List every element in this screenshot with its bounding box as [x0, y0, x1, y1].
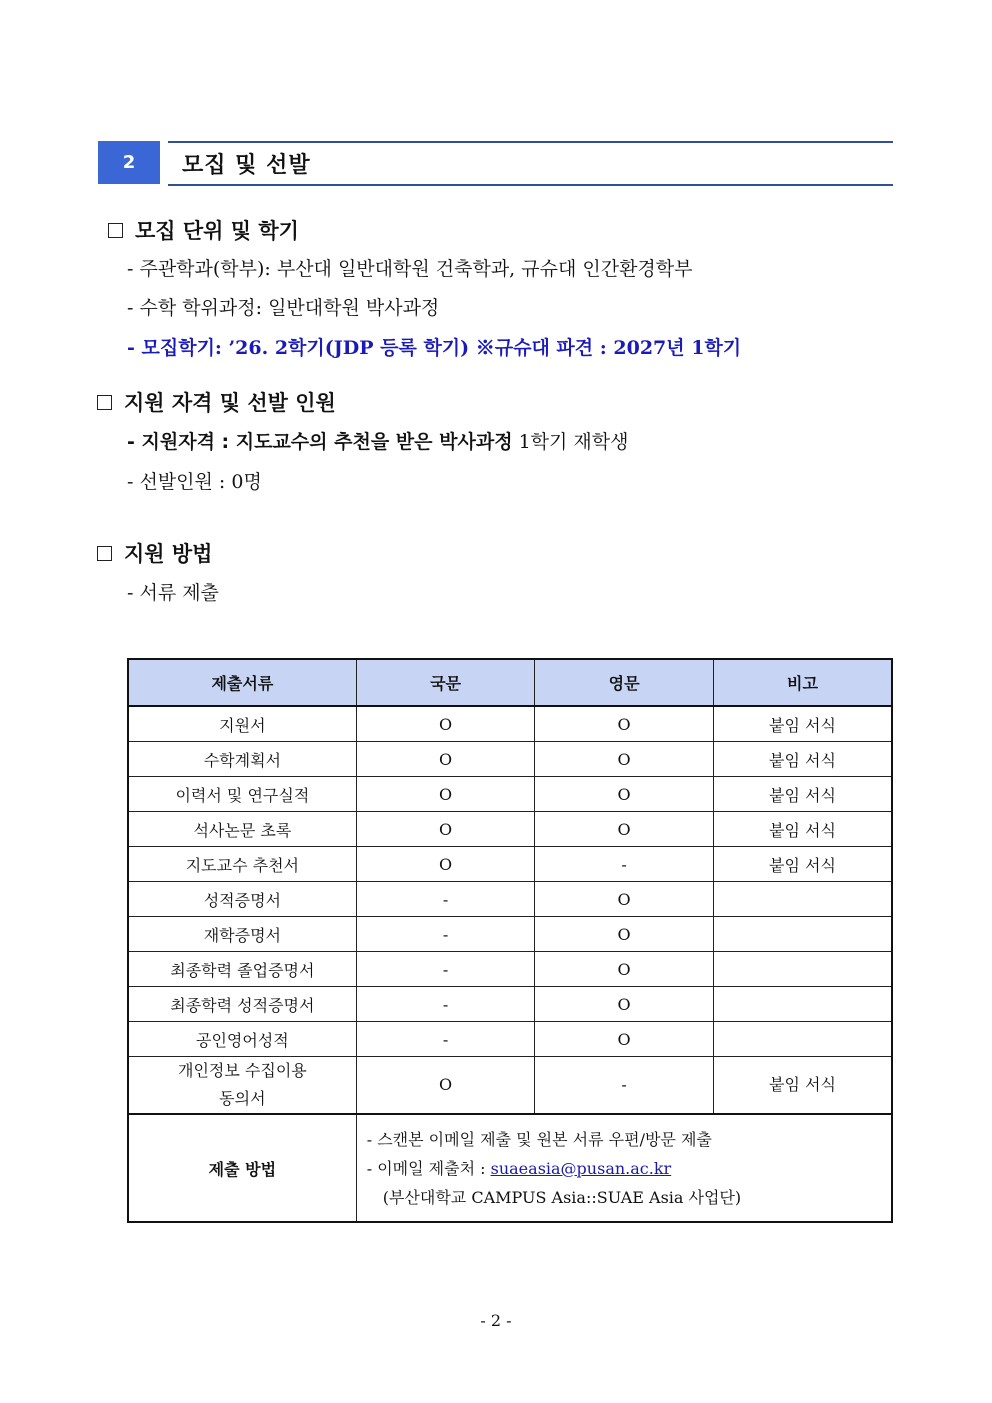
eligibility-item-qualification: [127, 427, 629, 454]
cell-note: 붙임 서식: [713, 812, 892, 847]
cell-document: 최종학력 졸업증명서: [128, 952, 356, 987]
cell-note: [713, 1022, 892, 1057]
cell-english: O: [535, 777, 714, 812]
page-number: - 2 -: [480, 1311, 512, 1330]
cell-korean: O: [356, 742, 535, 777]
section-header: [98, 141, 893, 185]
table-row: [128, 742, 892, 777]
checkbox-square-icon: [97, 395, 112, 410]
heading-text: 모집 단위 및 학기: [135, 219, 299, 243]
table-row: [128, 777, 892, 812]
heading-text: 지원 방법: [124, 542, 213, 566]
cell-korean: -: [356, 917, 535, 952]
cell-korean: -: [356, 952, 535, 987]
table-row: [128, 987, 892, 1022]
cell-english: O: [535, 917, 714, 952]
cell-note: [713, 987, 892, 1022]
cell-korean: O: [356, 706, 535, 742]
table-row: [128, 847, 892, 882]
cell-note: [713, 917, 892, 952]
submission-line2: [367, 1154, 891, 1183]
checkbox-square-icon: [108, 223, 123, 238]
recruit-item-semester: - 모집학기: ’26. 2학기(JDP 등록 학기) ※규슈대 파견 : 2027년 1학기: [127, 337, 742, 359]
cell-document: [128, 1057, 356, 1115]
privacy-line2: 동의서: [219, 1089, 266, 1108]
cell-note: 붙임 서식: [713, 777, 892, 812]
table-row: [128, 1022, 892, 1057]
header-note: 비고: [713, 659, 892, 706]
cell-note: [713, 882, 892, 917]
cell-korean: O: [356, 847, 535, 882]
heading-recruit-unit: [108, 215, 299, 245]
checkbox-square-icon: [97, 546, 112, 561]
heading-eligibility: [97, 387, 336, 417]
cell-note: 붙임 서식: [713, 1057, 892, 1115]
cell-english: O: [535, 987, 714, 1022]
table-row: [128, 952, 892, 987]
cell-document: 지원서: [128, 706, 356, 742]
cell-note: 붙임 서식: [713, 706, 892, 742]
cell-korean: O: [356, 1057, 535, 1115]
cell-english: O: [535, 1022, 714, 1057]
cell-document: 재학증명서: [128, 917, 356, 952]
cell-english: O: [535, 812, 714, 847]
table-row-submission: [128, 1114, 892, 1222]
documents-table: [127, 658, 893, 1223]
cell-korean: -: [356, 1022, 535, 1057]
header-document: 제출서류: [128, 659, 356, 706]
cell-korean: -: [356, 882, 535, 917]
cell-korean: -: [356, 987, 535, 1022]
cell-note: 붙임 서식: [713, 847, 892, 882]
submission-line1: - 스캔본 이메일 제출 및 원본 서류 우편/방문 제출: [366, 1129, 712, 1149]
cell-document: 이력서 및 연구실적: [128, 777, 356, 812]
cell-document: 성적증명서: [128, 882, 356, 917]
recruit-item-department: - 주관학과(학부): 부산대 일반대학원 건축학과, 규슈대 인간환경학부: [127, 258, 693, 280]
submission-label: 제출 방법: [128, 1114, 356, 1222]
cell-document: 석사논문 초록: [128, 812, 356, 847]
privacy-line1: 개인정보 수집이용: [178, 1061, 307, 1080]
header-english: 영문: [535, 659, 714, 706]
table-row: [128, 812, 892, 847]
cell-english: O: [535, 882, 714, 917]
cell-document: 수학계획서: [128, 742, 356, 777]
qualification-bold: - 지원자격 : 지도교수의 추천을 받은 박사과정: [127, 431, 513, 453]
section-number: 2: [98, 141, 160, 184]
table-row: [128, 917, 892, 952]
cell-note: [713, 952, 892, 987]
cell-korean: O: [356, 812, 535, 847]
cell-english: O: [535, 706, 714, 742]
table-row: [128, 706, 892, 742]
email-link[interactable]: suaeasia@pusan.ac.kr: [490, 1158, 672, 1178]
email-prefix: - 이메일 제출처 :: [366, 1158, 491, 1178]
cell-english: -: [535, 847, 714, 882]
cell-document: 공인영어성적: [128, 1022, 356, 1057]
cell-note: 붙임 서식: [713, 742, 892, 777]
cell-korean: O: [356, 777, 535, 812]
cell-english: O: [535, 952, 714, 987]
table-header-row: [128, 659, 892, 706]
recruit-item-degree: - 수학 학위과정: 일반대학원 박사과정: [127, 297, 440, 319]
submission-details: [356, 1114, 892, 1222]
heading-text: 지원 자격 및 선발 인원: [124, 391, 336, 415]
method-item: - 서류 제출: [127, 582, 219, 604]
submission-line3: (부산대학교 CAMPUS Asia::SUAE Asia 사업단): [382, 1187, 742, 1207]
table-row: [128, 882, 892, 917]
header-korean: 국문: [356, 659, 535, 706]
eligibility-item-count: - 선발인원 : 0명: [127, 471, 262, 493]
cell-english: -: [535, 1057, 714, 1115]
section-title: 모집 및 선발: [168, 141, 893, 186]
cell-english: O: [535, 742, 714, 777]
table-row-privacy: [128, 1057, 892, 1115]
qualification-rest: 1학기 재학생: [512, 431, 629, 453]
cell-document: 지도교수 추천서: [128, 847, 356, 882]
heading-method: [97, 538, 212, 568]
cell-document: 최종학력 성적증명서: [128, 987, 356, 1022]
